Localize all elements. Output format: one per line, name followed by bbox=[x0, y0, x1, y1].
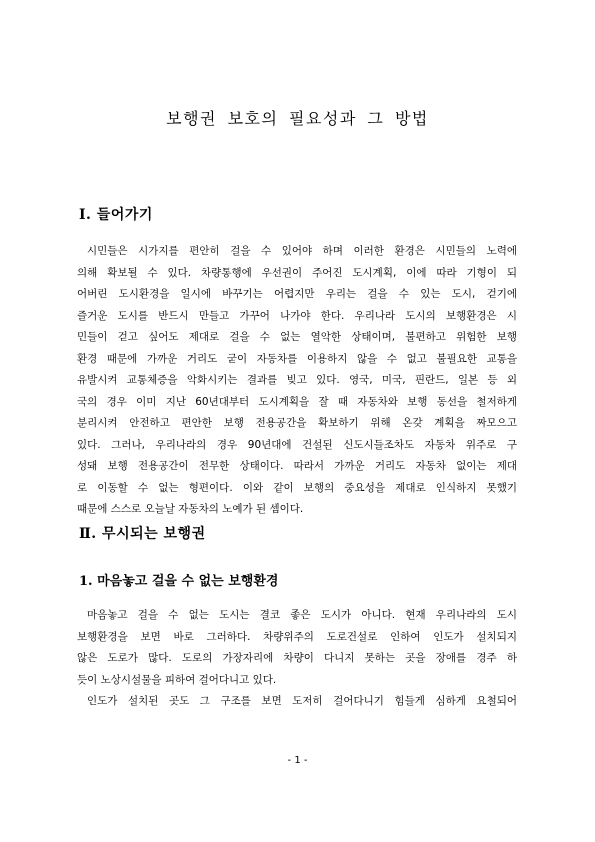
text-line: 있다. 그러나, 우리나라의 경우 90년대에 건설된 신도시들조차도 자동차 위주로 구 bbox=[77, 438, 517, 451]
text-line: 마음놓고 걸을 수 없는 도시는 결코 좋은 도시가 아니다. 현재 우리나라의 도시 bbox=[87, 609, 517, 621]
text-line: 분리시켜 안전하고 편안한 보행 전용공간을 확보하기 위해 온갖 계획을 짜모으고 bbox=[77, 417, 517, 429]
text-line: 않은 도로가 많다. 도로의 가장자리에 차량이 다니지 못하는 곳을 장애를 경주 하 bbox=[77, 652, 517, 664]
section-heading-ignored-pedestrian-rights: Ⅱ. 무시되는 보행권 bbox=[79, 526, 206, 542]
text-line: 어버린 도시환경을 일시에 바꾸기는 어렵지만 우리는 걸을 수 있는 도시, 걷기에 bbox=[77, 288, 517, 300]
document-title: 보행권 보호의 필요성과 그 방법 bbox=[166, 109, 429, 128]
text-line: 인도가 설치된 곳도 그 구조를 보면 도저히 걸어다니기 힘들게 심하게 요철되어 bbox=[87, 695, 517, 707]
text-line: 즐거운 도시를 반드시 만들고 가꾸어 나가야 한다. 우리나라 도시의 보행환경은 시 bbox=[77, 309, 517, 322]
text-line: 때문에 스스로 오늘날 자동차의 노예가 된 셈이다. bbox=[77, 503, 304, 515]
paragraph-walking-environment bbox=[77, 605, 517, 691]
text-line: 듯이 노상시설물을 피하여 걸어다니고 있다. bbox=[77, 673, 277, 686]
page-number: - 1 - bbox=[287, 755, 308, 766]
section-heading-introduction: Ⅰ. 들어가기 bbox=[79, 207, 153, 223]
text-line: 의해 확보될 수 있다. 차량통행에 우선권이 주어진 도시계획, 이에 따라 기형이 되 bbox=[77, 266, 517, 279]
text-line: 환경 때문에 가까운 거리도 굳이 자동차를 이용하지 않을 수 없고 불필요한 교통을 bbox=[77, 352, 517, 365]
text-line: 국의 경우 이미 지난 60년대부터 도시계획을 잘 때 자동차와 보행 동선을 철저하게 bbox=[77, 395, 517, 408]
paragraph-introduction bbox=[77, 241, 517, 521]
text-line: 보행환경을 보면 바로 그러하다. 차량위주의 도로건설로 인하여 인도가 설치되지 bbox=[77, 630, 517, 643]
paragraph-sidewalk-structure bbox=[77, 691, 517, 713]
text-line: 성돼 보행 전용공간이 전무한 상태이다. 따라서 가까운 거리도 자동차 없이는 제대 bbox=[77, 460, 517, 472]
text-line: 로 이동할 수 없는 형편이다. 이와 같이 보행의 중요성을 제대로 인식하지 못했기 bbox=[77, 481, 517, 494]
text-line: 민들이 걷고 싶어도 제대로 걸을 수 없는 열악한 상태이며, 불편하고 위험한 보행 bbox=[77, 331, 517, 343]
text-line: 시민들은 시가지를 편안히 걸을 수 있어야 하며 이러한 환경은 시민들의 노력에 bbox=[87, 245, 517, 257]
text-line: 유발시켜 교통체증을 악화시키는 결과를 빚고 있다. 영국, 미국, 핀란드, 일본 등 외 bbox=[77, 374, 517, 386]
subsection-heading-walking-environment: 1. 마음놓고 걸을 수 없는 보행환경 bbox=[79, 574, 279, 589]
